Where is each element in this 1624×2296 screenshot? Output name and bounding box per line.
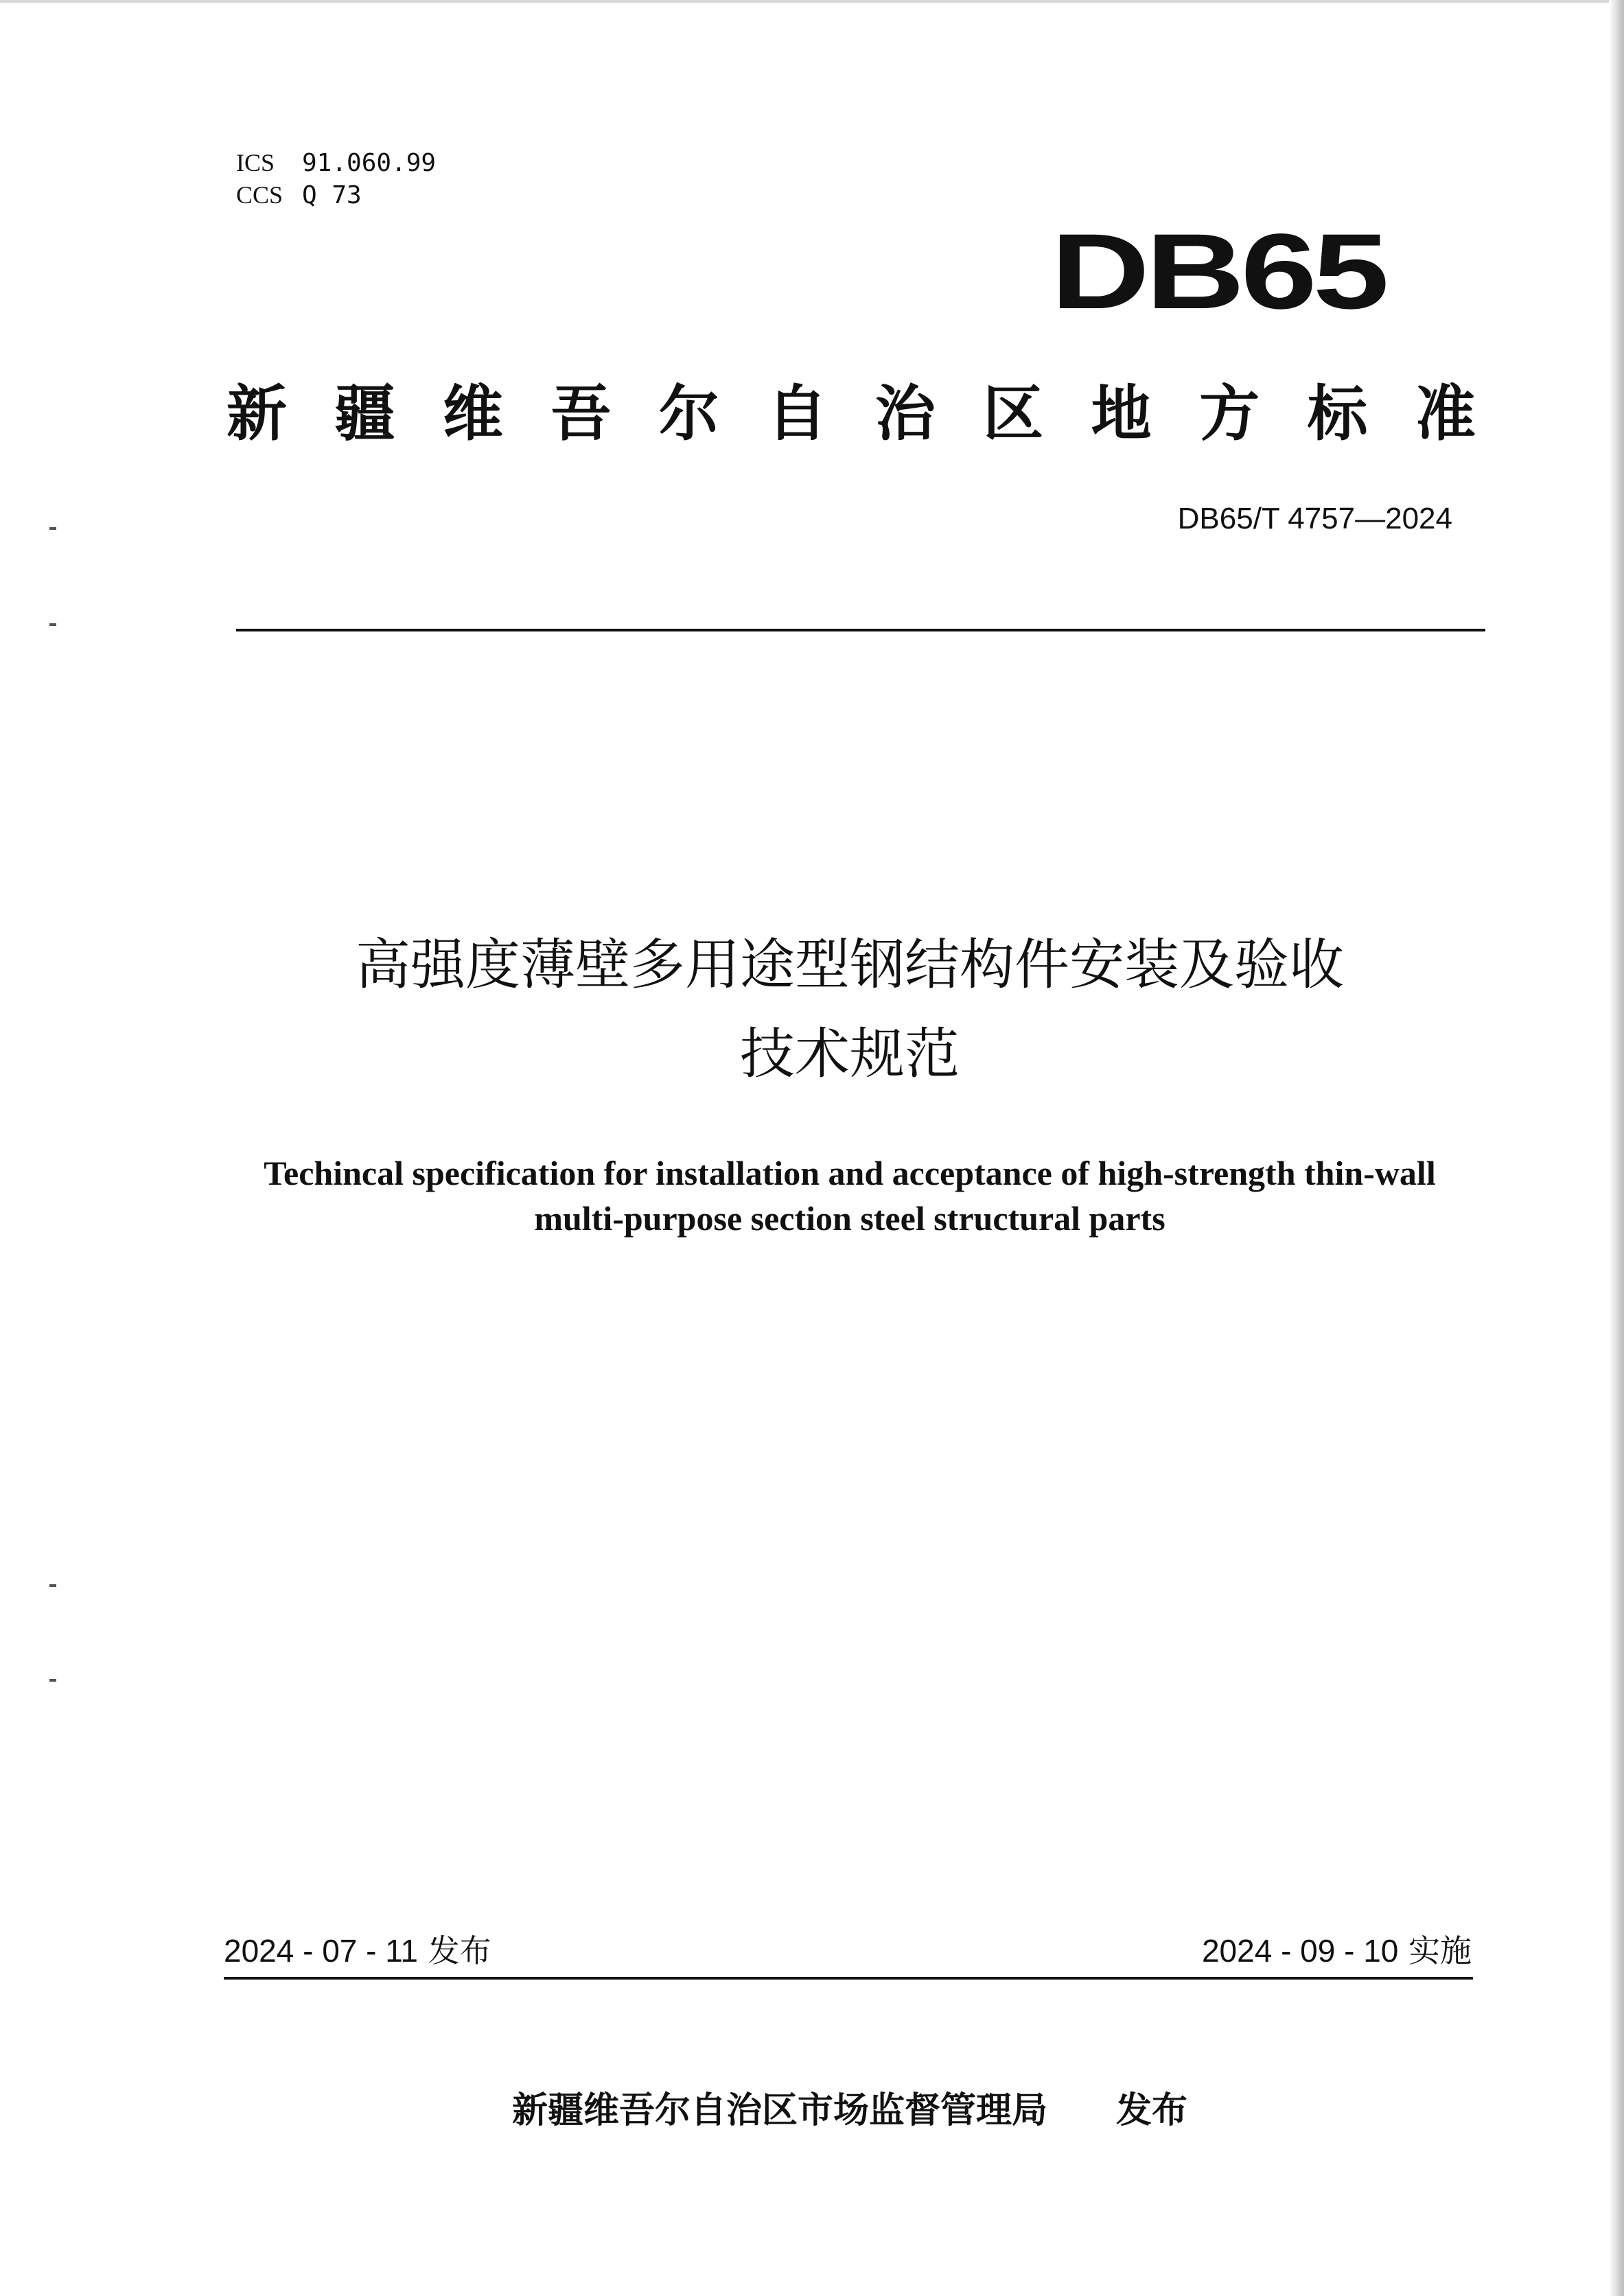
issuer-title-char: 吾 — [550, 378, 612, 449]
ics-label: ICS — [236, 149, 275, 176]
margin-mark — [49, 527, 56, 530]
issuer-title-char: 新 — [227, 378, 288, 449]
publish-date-block — [224, 1930, 491, 1971]
issuer-title — [227, 376, 1476, 452]
publish-date: 2024 - 07 - 11 — [224, 1933, 419, 1969]
db65-logo: DB65 — [1050, 211, 1385, 332]
publisher-action: 发布 — [1116, 2090, 1188, 2131]
english-title-line-2: multi-purpose section steel structural parts — [534, 1199, 1165, 1238]
issuer-title-char: 准 — [1415, 378, 1476, 449]
scan-right-edge — [1609, 0, 1624, 2296]
english-title-line-1: Techincal specification for installation and acceptance of high-strength thin-wall — [264, 1154, 1436, 1192]
standard-number: DB65/T 4757—2024 — [1177, 502, 1452, 535]
implement-date: 2024 - 09 - 10 — [1201, 1933, 1399, 1969]
implement-date-block — [1202, 1930, 1472, 1971]
ics-code: 91.060.99 — [302, 149, 437, 177]
ics-line — [236, 147, 436, 179]
margin-mark — [49, 1584, 56, 1587]
issuer-title-char: 自 — [767, 378, 828, 449]
publisher-name: 新疆维吾尔自治区市场监督管理局 — [511, 2090, 1047, 2131]
issuer-title-char: 维 — [442, 378, 503, 449]
footer-divider — [224, 1977, 1473, 1980]
issuer-title-char: 治 — [874, 378, 936, 449]
publish-label: 发布 — [428, 1932, 491, 1969]
scan-top-edge — [0, 0, 1624, 3]
ccs-label: CCS — [236, 181, 283, 209]
issuer-title-char: 区 — [983, 378, 1044, 449]
issuer-title-char: 尔 — [658, 378, 719, 449]
margin-mark — [49, 623, 56, 626]
margin-mark — [49, 1679, 56, 1682]
chinese-title-line-2: 技术规范 — [740, 1022, 960, 1086]
implement-label: 实施 — [1408, 1932, 1472, 1969]
publisher-line — [0, 2087, 1624, 2135]
issuer-title-char: 标 — [1307, 378, 1368, 449]
issuer-title-char: 疆 — [334, 378, 395, 449]
chinese-title-line-1: 高强度薄壁多用途型钢结构件安装及验收 — [356, 933, 1344, 997]
ccs-line — [236, 179, 436, 211]
issuer-title-char: 地 — [1091, 378, 1152, 449]
classification-block — [236, 147, 436, 211]
header-divider — [236, 629, 1485, 631]
ccs-code: Q 73 — [302, 181, 362, 209]
issuer-title-char: 方 — [1199, 378, 1260, 449]
